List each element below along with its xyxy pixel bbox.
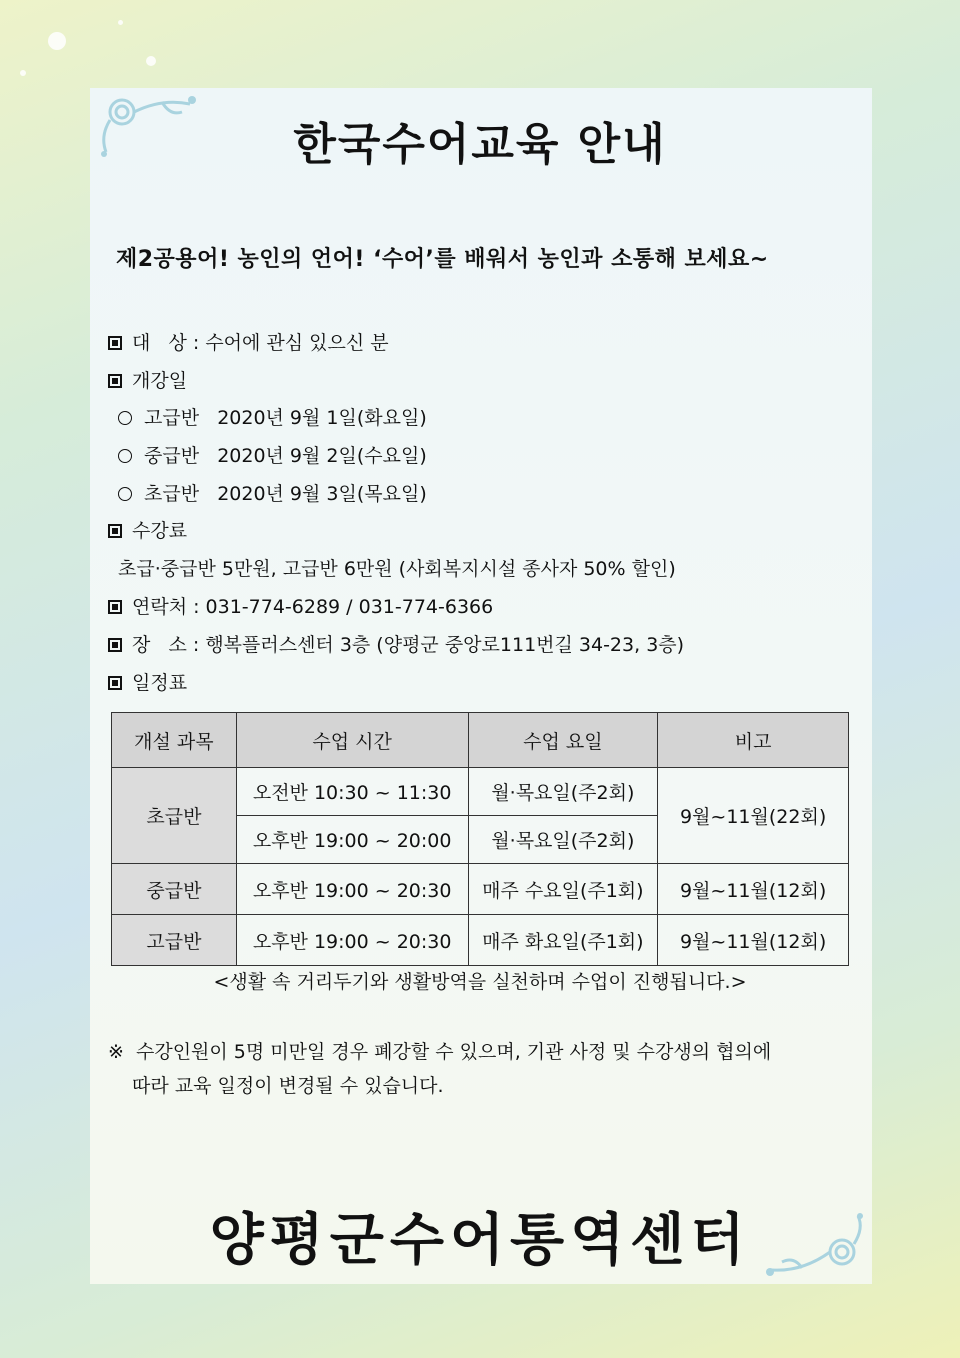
- opening-item: [108, 479, 427, 506]
- subtitle: 제2공용어! 농인의 언어! ‘수어’를 배워서 농인과 소통해 보세요~: [116, 247, 769, 272]
- sparkle-decoration: [20, 70, 26, 76]
- sparkle-decoration: [146, 56, 156, 66]
- course-cell: 중급반: [112, 864, 237, 915]
- days-cell: 매주 수요일(주1회): [468, 864, 658, 915]
- table-row: [112, 768, 849, 816]
- circle-bullet-icon: [118, 487, 132, 501]
- time-cell: 오전반 10:30 ~ 11:30: [236, 768, 468, 816]
- location-value: 행복플러스센터 3층 (양평군 중앙로111번길 34-23, 3층): [205, 634, 685, 656]
- note-cell: 9월~11월(12회): [658, 915, 849, 966]
- remark: [108, 1035, 771, 1103]
- opening-row: [108, 366, 187, 393]
- fee-value: 초급·중급반 5만원, 고급반 6만원 (사회복지시설 종사자 50% 할인): [118, 558, 676, 580]
- table-row: [112, 915, 849, 966]
- table-header-cell: 수업 시간: [236, 713, 468, 768]
- time-cell: 오후반 19:00 ~ 20:30: [236, 864, 468, 915]
- target-label: 대 상: [132, 332, 187, 354]
- opening-level: 초급반: [144, 483, 200, 505]
- opening-level: 중급반: [144, 445, 200, 467]
- square-bullet-icon: [108, 676, 122, 690]
- location-label: 장 소: [132, 634, 187, 656]
- remark-line: 따라 교육 일정이 변경될 수 있습니다.: [132, 1075, 444, 1097]
- days-cell: 월·목요일(주2회): [468, 816, 658, 864]
- target-value: 수어에 관심 있으신 분: [205, 332, 389, 354]
- square-bullet-icon: [108, 336, 122, 350]
- square-bullet-icon: [108, 600, 122, 614]
- table-header-cell: 개설 과목: [112, 713, 237, 768]
- fee-row: [108, 516, 187, 543]
- table-note: <생활 속 거리두기와 생활방역을 실천하며 수업이 진행됩니다.>: [213, 971, 747, 993]
- course-cell: 초급반: [112, 768, 237, 864]
- sparkle-decoration: [48, 32, 66, 50]
- square-bullet-icon: [108, 524, 122, 538]
- note-cell: 9월~11월(22회): [658, 768, 849, 864]
- circle-bullet-icon: [118, 449, 132, 463]
- table-header-row: [112, 713, 849, 768]
- days-cell: 매주 화요일(주1회): [468, 915, 658, 966]
- opening-label: 개강일: [132, 370, 188, 392]
- table-row: [112, 864, 849, 915]
- days-cell: 월·목요일(주2회): [468, 768, 658, 816]
- fee-label: 수강료: [132, 520, 188, 542]
- remark-line: ※ 수강인원이 5명 미만일 경우 폐강할 수 있으며, 기관 사정 및 수강생의 협의에: [108, 1041, 772, 1063]
- square-bullet-icon: [108, 374, 122, 388]
- target-row: 대 상 : 수어에 관심 있으신 분: [108, 328, 389, 355]
- opening-date: 2020년 9월 1일(화요일): [217, 407, 427, 429]
- organization-name: 양평군수어통역센터: [209, 1208, 751, 1273]
- contact-row: 연락처 : 031-774-6289 / 031-774-6366: [108, 592, 493, 619]
- page-title: 한국수어교육 안내: [293, 119, 667, 170]
- note-cell: 9월~11월(12회): [658, 864, 849, 915]
- schedule-label: 일정표: [132, 672, 188, 694]
- contact-label: 연락처: [132, 596, 188, 618]
- location-row: 장 소 : 행복플러스센터 3층 (양평군 중앙로111번길 34-23, 3층): [108, 630, 684, 657]
- opening-date: 2020년 9월 2일(수요일): [217, 445, 427, 467]
- schedule-row: [108, 668, 187, 695]
- time-cell: 오후반 19:00 ~ 20:30: [236, 915, 468, 966]
- opening-date: 2020년 9월 3일(목요일): [217, 483, 427, 505]
- schedule-table: [111, 712, 849, 966]
- time-cell: 오후반 19:00 ~ 20:00: [236, 816, 468, 864]
- opening-item: [108, 403, 427, 430]
- opening-item: [108, 441, 427, 468]
- sparkle-decoration: [118, 20, 123, 25]
- table-header-cell: 수업 요일: [468, 713, 658, 768]
- course-cell: 고급반: [112, 915, 237, 966]
- table-header-cell: 비고: [658, 713, 849, 768]
- contact-value: 031-774-6289 / 031-774-6366: [205, 596, 494, 618]
- circle-bullet-icon: [118, 411, 132, 425]
- opening-level: 고급반: [144, 407, 200, 429]
- square-bullet-icon: [108, 638, 122, 652]
